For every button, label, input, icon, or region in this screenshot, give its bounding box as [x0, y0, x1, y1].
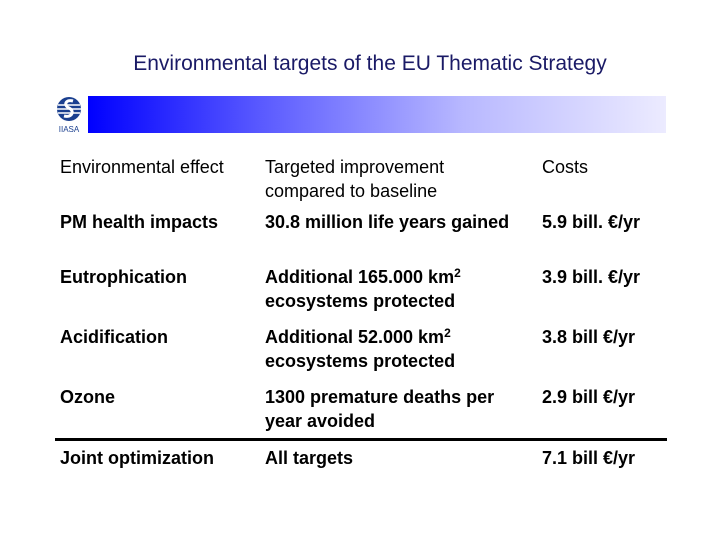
header-environmental-effect: Environmental effect	[60, 157, 224, 177]
improvement-text: Additional 165.000 km	[265, 267, 455, 287]
row-improvement: 1300 premature deaths per year avoided	[265, 387, 495, 431]
row-cost: 3.9 bill. €/yr	[542, 267, 641, 287]
row-effect: Ozone	[60, 387, 116, 407]
improvement-text-2: ecosystems protected	[265, 291, 456, 311]
superscript: 2	[444, 326, 451, 340]
header-costs: Costs	[542, 157, 589, 177]
footer-effect: Joint optimization	[60, 448, 214, 468]
table-divider	[55, 438, 667, 441]
superscript: 2	[454, 266, 461, 280]
slide-title: Environmental targets of the EU Thematic Strategy	[133, 52, 607, 75]
footer-improvement: All targets	[265, 448, 354, 468]
header-targeted-improvement: Targeted improvement compared to baseline	[265, 157, 445, 201]
iiasa-logo-icon	[54, 96, 84, 134]
improvement-text: Additional 52.000 km	[265, 327, 445, 347]
header-gradient-bar	[88, 96, 666, 133]
row-improvement	[265, 325, 515, 373]
row-effect: PM health impacts	[60, 212, 219, 232]
improvement-text-2: ecosystems protected	[265, 351, 456, 371]
row-effect: Eutrophication	[60, 267, 187, 287]
row-cost: 5.9 bill. €/yr	[542, 212, 641, 232]
row-effect: Acidification	[60, 327, 169, 347]
row-cost: 2.9 bill €/yr	[542, 387, 636, 407]
footer-cost: 7.1 bill €/yr	[542, 448, 636, 468]
row-cost: 3.8 bill €/yr	[542, 327, 636, 347]
svg-text:IIASA: IIASA	[58, 125, 80, 134]
row-improvement: 30.8 million life years gained	[265, 212, 510, 232]
row-improvement	[265, 265, 515, 313]
